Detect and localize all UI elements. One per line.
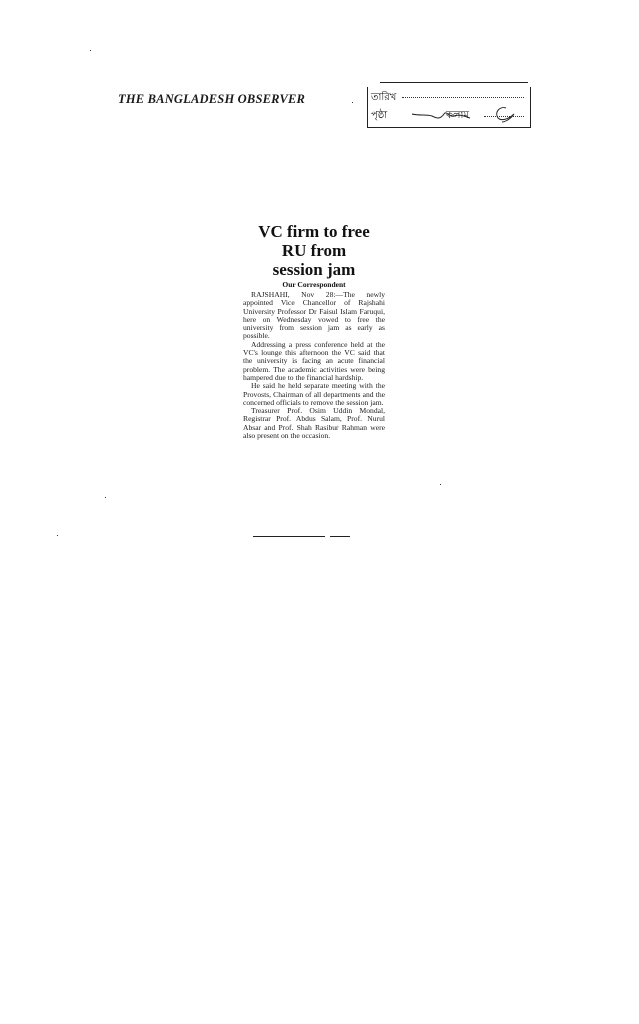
headline-line: session jam <box>272 260 356 279</box>
scan-speck <box>440 484 441 485</box>
scan-speck <box>90 50 91 51</box>
stamp-date-label: তারিখ <box>371 92 397 103</box>
article-headline <box>243 222 385 279</box>
scan-speck <box>105 497 106 498</box>
scan-speck <box>57 535 58 536</box>
news-article <box>243 222 385 440</box>
stamp-date-dots <box>402 97 524 98</box>
article-end-rule <box>253 536 325 537</box>
handwritten-signature-icon <box>410 102 520 124</box>
stamp-top-rule <box>380 82 528 83</box>
clipping-stamp <box>362 82 532 130</box>
stamp-page-label: পৃষ্ঠা <box>371 110 388 121</box>
article-paragraph: He said he held separate meeting with the Provosts, Chairman of all departments and the concerned officials to remove the session jam. <box>243 381 385 407</box>
article-paragraph: Addressing a press conference held at the VC's lounge this afternoon the VC said that the university is facing an acute financial problem. The academic activities were being hampered due to the financial hardship. <box>243 339 385 382</box>
scan-speck <box>352 102 353 103</box>
article-byline: Our Correspondent <box>282 280 346 289</box>
newspaper-masthead: THE BANGLADESH OBSERVER <box>118 92 306 106</box>
article-end-rule-short <box>330 536 350 537</box>
stamp-column-label: কলাম <box>446 110 469 121</box>
headline-line: VC firm to free <box>258 222 370 241</box>
headline-line: RU from <box>281 241 347 260</box>
article-paragraph: Treasurer Prof. Osim Uddin Mondal, Registrar Prof. Abdus Salam, Prof. Nurul Absar and Prof. Shah Rasibur Rahman were also present on the occasion. <box>243 406 385 441</box>
article-paragraph: RAJSHAHI, Nov 28:—The newly appointed Vice Chancellor of Rajshahi University Professor Dr Faisul Islam Faruqui, here on Wednesday vowed to free the university from session jam as early as possible. <box>243 290 385 341</box>
